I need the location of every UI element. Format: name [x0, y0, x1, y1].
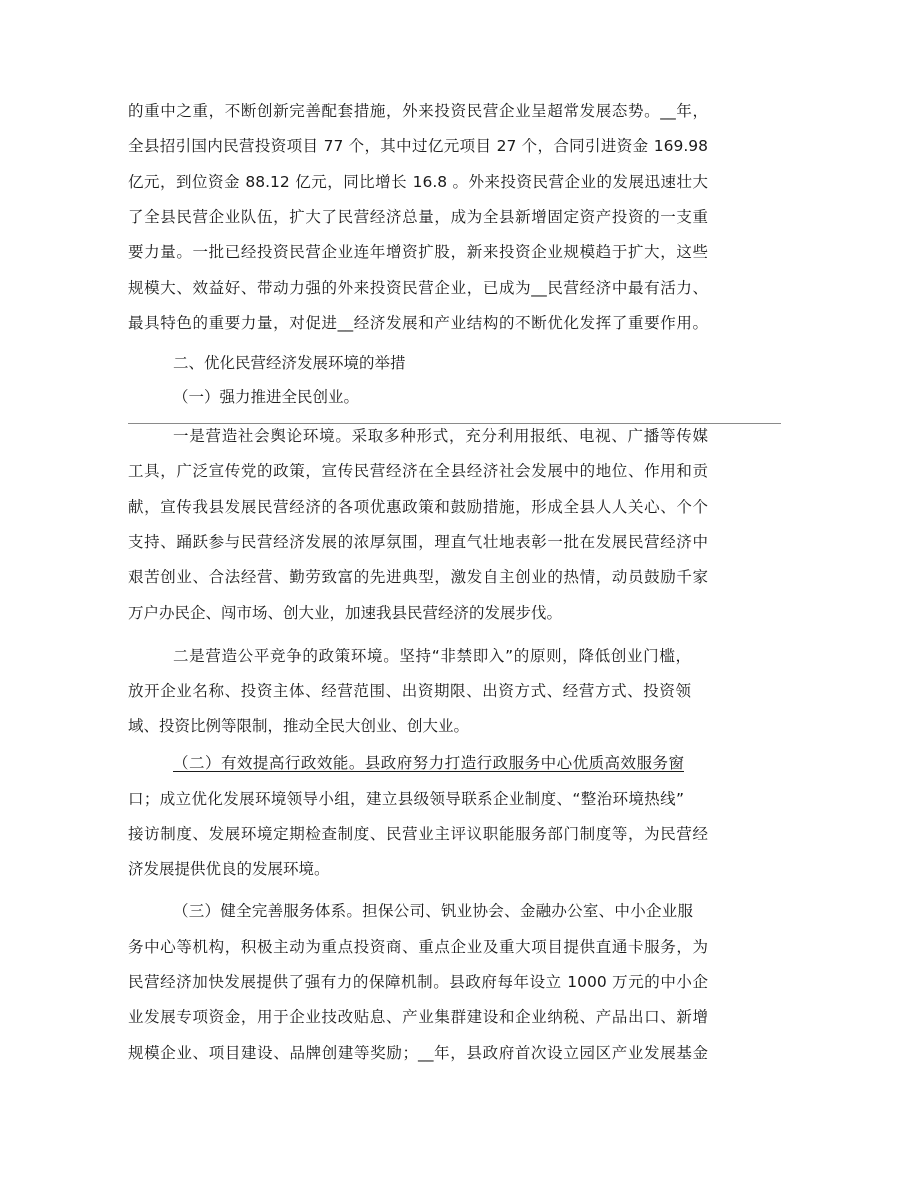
- text-line: 要力量。一批已经投资民营企业连年增资扩股，新来投资企业规模趋于扩大，这些: [128, 243, 708, 261]
- horizontal-rule: [128, 423, 781, 424]
- text-line: 规模企业、项目建设、品牌创建等奖励；__年，县政府首次设立园区产业发展基金: [128, 1044, 708, 1062]
- text-line: 规模大、效益好、带动力强的外来投资民营企业，已成为__民营经济中最有活力、: [128, 279, 708, 297]
- section-heading: 二、优化民营经济发展环境的举措: [173, 354, 406, 372]
- text-line: 务中心等机构，积极主动为重点投资商、重点企业及重大项目提供直通卡服务，为: [128, 938, 708, 956]
- text-line-underlined: （二）有效提高行政效能。县政府努力打造行政服务中心优质高效服务窗: [173, 754, 684, 772]
- text-line: 二是营造公平竞争的政策环境。坚持“非禁即入”的原则，降低创业门槛，: [173, 647, 691, 665]
- text-line: 域、投资比例等限制，推动全民大创业、创大业。: [128, 717, 470, 735]
- text-line: 了全县民营企业队伍，扩大了民营经济总量，成为全县新增固定资产投资的一支重: [128, 208, 708, 226]
- text-line: 艰苦创业、合法经营、勤劳致富的先进典型，激发自主创业的热情，动员鼓励千家: [128, 568, 708, 586]
- text-line: 放开企业名称、投资主体、经营范围、出资期限、出资方式、经营方式、投资领: [128, 682, 691, 700]
- text-line: 业发展专项资金，用于企业技改贴息、产业集群建设和企业纳税、产品出口、新增: [128, 1008, 708, 1026]
- subsection-heading: （一）强力推进全民创业。: [173, 388, 360, 406]
- text-line: 口；成立优化发展环境领导小组，建立县级领导联系企业制度、“整治环境热线”: [128, 790, 684, 808]
- text-line: 济发展提供优良的发展环境。: [128, 860, 330, 878]
- text-line: 万户办民企、闯市场、创大业，加速我县民营经济的发展步伐。: [128, 604, 563, 622]
- text-line: 接访制度、发展环境定期检查制度、民营业主评议职能服务部门制度等，为民营经: [128, 825, 708, 843]
- text-line: 一是营造社会舆论环境。采取多种形式，充分利用报纸、电视、广播等传媒: [173, 427, 708, 445]
- text-line: 最具特色的重要力量，对促进__经济发展和产业结构的不断优化发挥了重要作用。: [128, 314, 708, 332]
- text-line: 献，宣传我县发展民营经济的各项优惠政策和鼓励措施，形成全县人人关心、个个: [128, 498, 708, 516]
- text-line: 全县招引国内民营投资项目 77 个，其中过亿元项目 27 个，合同引进资金 169.98: [128, 137, 708, 155]
- text-line: 支持、踊跃参与民营经济发展的浓厚氛围，理直气壮地表彰一批在发展民营经济中: [128, 533, 708, 551]
- text-line: 工具，广泛宣传党的政策，宣传民营经济在全县经济社会发展中的地位、作用和贡: [128, 462, 708, 480]
- text-line: 的重中之重，不断创新完善配套措施，外来投资民营企业呈超常发展态势。__年，: [128, 102, 708, 120]
- text-line: （三）健全完善服务体系。担保公司、钒业协会、金融办公室、中小企业服: [173, 902, 693, 920]
- text-line: 民营经济加快发展提供了强有力的保障机制。县政府每年设立 1000 万元的中小企: [128, 973, 708, 991]
- text-line: 亿元，到位资金 88.12 亿元，同比增长 16.8 。外来投资民营企业的发展迅速壮大: [128, 173, 708, 191]
